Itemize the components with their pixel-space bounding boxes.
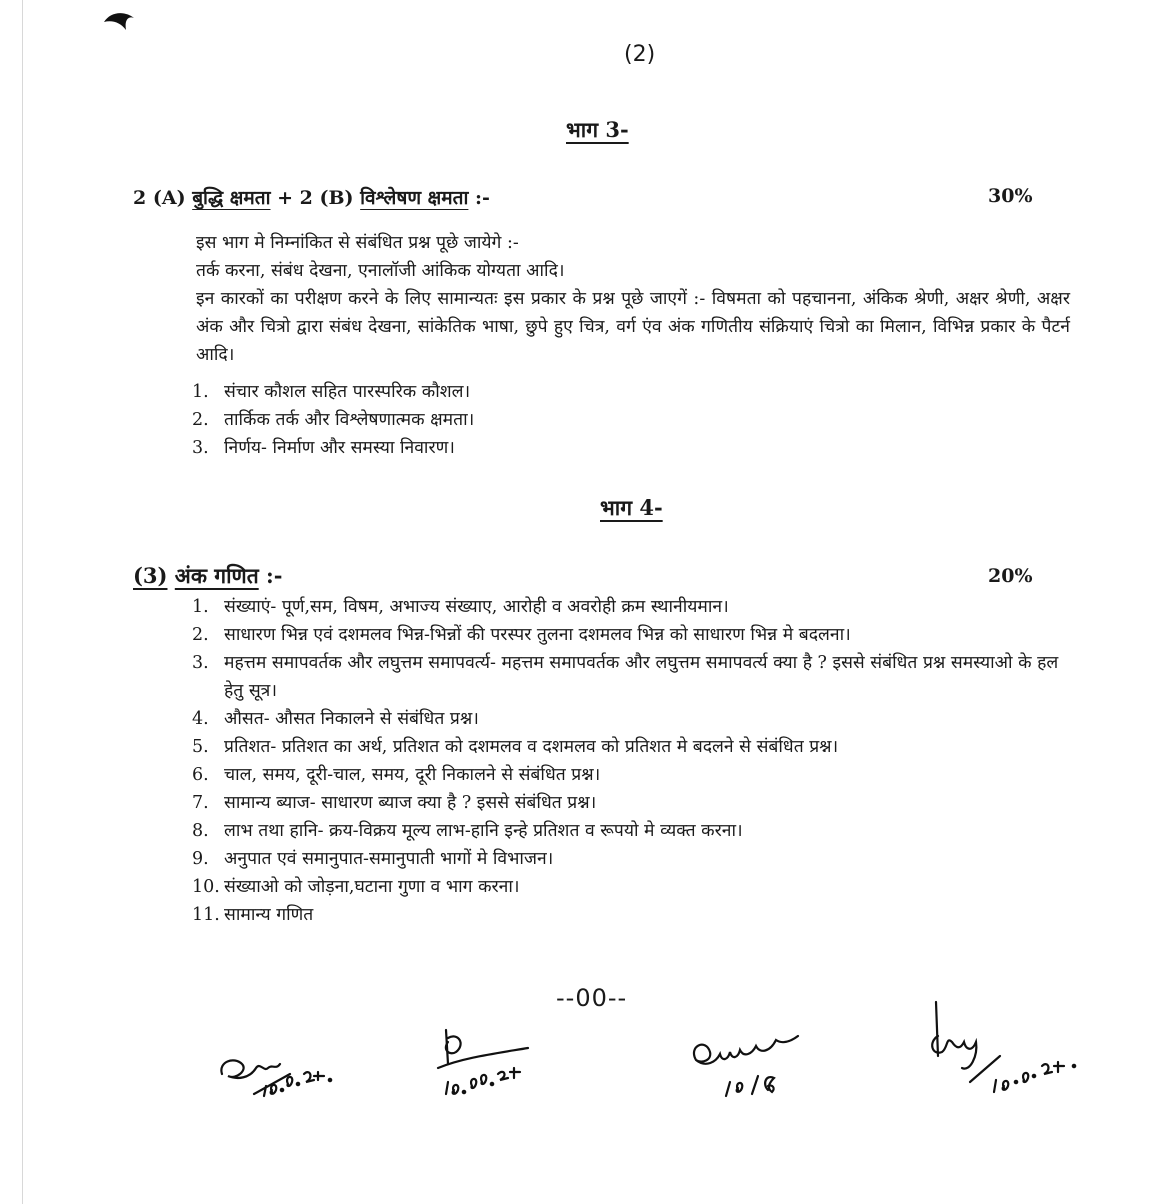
- part4-list: [192, 593, 1062, 929]
- item-text: निर्णय- निर्माण और समस्या निवारण।: [224, 438, 455, 458]
- item-text: औसत- औसत निकालने से संबंधित प्रश्न।: [224, 709, 479, 729]
- item-text: सामान्य गणित: [224, 905, 314, 925]
- item-text: तार्किक तर्क और विश्लेषणात्मक क्षमता।: [224, 410, 475, 430]
- item-number: 10.: [192, 877, 220, 897]
- topic-b-title: विश्लेषण क्षमता: [360, 187, 469, 209]
- item-number: 4.: [192, 709, 209, 729]
- topic-a-prefix: 2 (A): [133, 187, 186, 209]
- list-item: [192, 901, 1062, 929]
- item-number: 1.: [192, 382, 209, 402]
- item-text: चाल, समय, दूरी-चाल, समय, दूरी निकालने से संबंधित प्रश्न।: [224, 765, 601, 785]
- item-number: 6.: [192, 765, 209, 785]
- item-text: लाभ तथा हानि- क्रय-विक्रय मूल्य लाभ-हानि इन्हे प्रतिशत व रूपयो मे व्यक्त करना।: [224, 821, 743, 841]
- item-text: प्रतिशत- प्रतिशत का अर्थ, प्रतिशत को दशमलव व दशमलव को प्रतिशत मे बदलने से संबंधित प्रश्न।: [224, 737, 839, 757]
- item-number: 3.: [192, 653, 209, 673]
- list-item: [192, 378, 1062, 406]
- topic-suffix: :-: [258, 563, 283, 588]
- end-mark: --00--: [556, 984, 628, 1012]
- item-text: संख्याएं- पूर्ण,सम, विषम, अभाज्य संख्याए, आरोही व अवरोही क्रम स्थानीयमान।: [224, 597, 729, 617]
- corner-ink-mark: [100, 6, 140, 36]
- item-text: सामान्य ब्याज- साधारण ब्याज क्या है ? इससे संबंधित प्रश्न।: [224, 793, 597, 813]
- item-number: 2.: [192, 410, 209, 430]
- part3-list: [192, 378, 1062, 462]
- list-item: [192, 733, 1062, 761]
- list-item: [192, 406, 1062, 434]
- item-text: संचार कौशल सहित पारस्परिक कौशल।: [224, 382, 471, 402]
- part4-topic-line: [133, 562, 282, 590]
- topic-suffix: :-: [468, 187, 490, 209]
- item-text: अनुपात एवं समानुपात-समानुपाती भागों मे विभाजन।: [224, 849, 554, 869]
- topic-title: अंक गणित: [174, 563, 259, 588]
- list-item: [192, 593, 1062, 621]
- part3-intro-paragraph: इन कारकों का परीक्षण करने के लिए सामान्यतः इस प्रकार के प्रश्न पूछे जाएगें :- विषमता को पहचानना, अंकिक श्रेणी, अक्षर श्रेणी, अक्षर अंक और चित्रो द्वारा संबंध देखना, सांकेतिक भाषा, छुपे हुए चित्र, वर्ग एंव अंक गणितीय संक्रियाएं चित्रो का मिलान, विभिन्न प्रकार के पैटर्न आदि।: [196, 289, 1070, 365]
- signature-1: [214, 1034, 364, 1104]
- list-item: [192, 621, 1062, 649]
- part3-weight: 30%: [988, 185, 1033, 207]
- part4-heading: भाग 4-: [600, 495, 663, 520]
- item-number: 8.: [192, 821, 209, 841]
- item-number: 7.: [192, 793, 209, 813]
- item-text: साधारण भिन्न एवं दशमलव भिन्न-भिन्नों की परस्पर तुलना दशमलव भिन्न को साधारण भिन्न मे बदलना।: [224, 625, 851, 645]
- item-number: 2.: [192, 625, 209, 645]
- signature-4: [924, 996, 1094, 1104]
- list-item: [192, 789, 1062, 817]
- part3-intro-line1: इस भाग मे निम्नांकित से संबंधित प्रश्न पूछे जायेगे :-: [196, 233, 519, 253]
- list-item: [192, 761, 1062, 789]
- item-number: 11.: [192, 905, 220, 925]
- list-item: [192, 817, 1062, 845]
- part3-intro-line2: तर्क करना, संबंध देखना, एनालॉजी आंकिक योग्यता आदि।: [196, 261, 565, 281]
- list-item: [192, 434, 1062, 462]
- item-number: 1.: [192, 597, 209, 617]
- list-item: [192, 705, 1062, 733]
- topic-joiner: + 2 (B): [270, 187, 361, 209]
- list-item: [192, 845, 1062, 873]
- item-text: संख्याओ को जोड़ना,घटाना गुणा व भाग करना।: [224, 877, 520, 897]
- part3-topic-line: [133, 184, 490, 210]
- topic-a-title: बुद्धि क्षमता: [192, 187, 271, 209]
- item-number: 5.: [192, 737, 209, 757]
- signature-2: [432, 1024, 562, 1108]
- list-item: [192, 873, 1062, 901]
- page-edge: [22, 0, 23, 1204]
- item-number: 3.: [192, 438, 209, 458]
- signature-3: [686, 1026, 816, 1106]
- part3-heading: भाग 3-: [566, 117, 629, 142]
- page-number: (2): [624, 42, 656, 67]
- part4-weight: 20%: [988, 565, 1033, 587]
- list-item: [192, 649, 1062, 705]
- item-number: 9.: [192, 849, 209, 869]
- topic-prefix: (3): [133, 563, 168, 588]
- item-text: महत्तम समापवर्तक और लघुत्तम समापवर्त्य- महत्तम समापवर्तक और लघुत्तम समापवर्त्य क्या है ? इससे संबंधित प्रश्न समस्याओ के हल हेतु सूत्र।: [224, 653, 1059, 701]
